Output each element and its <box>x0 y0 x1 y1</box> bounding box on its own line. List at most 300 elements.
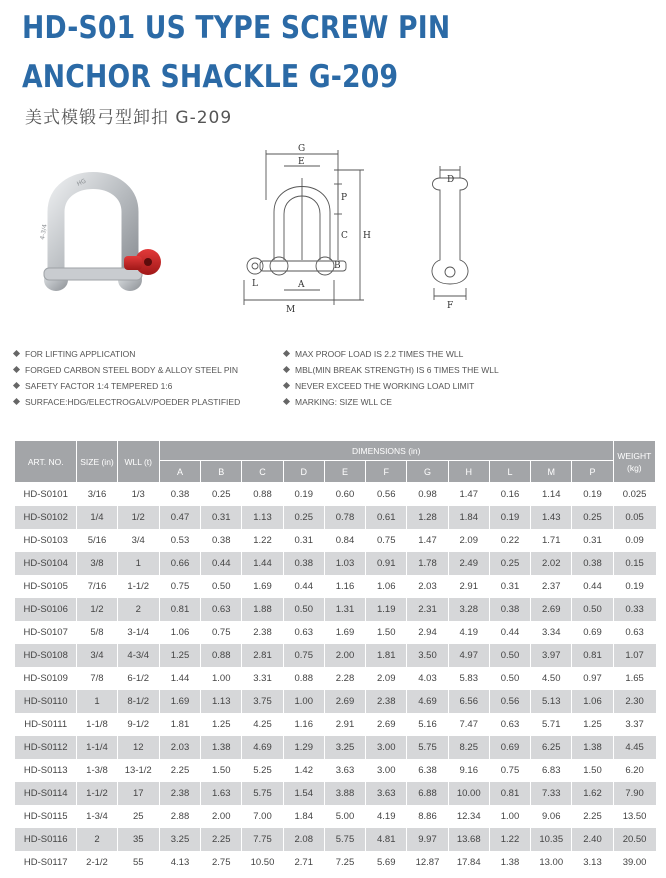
table-cell: HD-S0108 <box>15 644 77 667</box>
table-cell: 1.84 <box>448 506 489 529</box>
col-header-dimensions: DIMENSIONS (in) <box>159 441 613 461</box>
table-cell: 5.75 <box>324 828 365 851</box>
table-cell: 0.50 <box>489 667 530 690</box>
bullet-diamond-icon <box>283 366 290 373</box>
table-cell: 1.03 <box>324 552 365 575</box>
table-cell: 0.98 <box>407 483 448 507</box>
table-cell: 0.63 <box>201 598 242 621</box>
table-cell: HD-S0107 <box>15 621 77 644</box>
table-cell: 7.00 <box>242 805 283 828</box>
table-cell: 0.63 <box>613 621 655 644</box>
table-cell: 0.50 <box>201 575 242 598</box>
table-cell: 5.71 <box>531 713 572 736</box>
table-cell: 2.02 <box>531 552 572 575</box>
table-cell: 2.49 <box>448 552 489 575</box>
col-header-dim: D <box>283 461 324 483</box>
col-header-art: ART. NO. <box>15 441 77 483</box>
table-cell: 1.88 <box>242 598 283 621</box>
table-cell: 4.19 <box>448 621 489 644</box>
table-cell: 5.75 <box>407 736 448 759</box>
table-cell: 1.25 <box>159 644 200 667</box>
table-cell: 3.75 <box>242 690 283 713</box>
table-cell: 0.38 <box>572 552 613 575</box>
table-cell: 12.87 <box>407 851 448 874</box>
table-cell: 0.44 <box>489 621 530 644</box>
table-cell: 4.45 <box>613 736 655 759</box>
table-cell: 2.69 <box>324 690 365 713</box>
table-cell: 0.69 <box>572 621 613 644</box>
table-cell: 0.63 <box>489 713 530 736</box>
table-cell: HD-S0111 <box>15 713 77 736</box>
front-view-drawing <box>230 140 380 320</box>
table-cell: 0.75 <box>201 621 242 644</box>
table-cell: 0.81 <box>159 598 200 621</box>
table-cell: 2.30 <box>613 690 655 713</box>
col-header-dim: C <box>242 461 283 483</box>
table-cell: 7.47 <box>448 713 489 736</box>
bullet-diamond-icon <box>13 350 20 357</box>
table-cell: 13.00 <box>531 851 572 874</box>
page-subtitle: 美式模锻弓型卸扣 G-209 <box>25 108 233 128</box>
col-header-dim: A <box>159 461 200 483</box>
table-cell: 2.25 <box>201 828 242 851</box>
col-header-weight: WEIGHT (kg) <box>613 441 655 483</box>
dim-label-d: D <box>447 175 455 185</box>
table-cell: 5.16 <box>407 713 448 736</box>
feature-item: MARKING: SIZE WLL CE <box>284 394 499 410</box>
table-cell: 1.00 <box>283 690 324 713</box>
table-cell: 9.97 <box>407 828 448 851</box>
table-cell: 9.06 <box>531 805 572 828</box>
table-cell: 0.81 <box>572 644 613 667</box>
table-cell: 0.25 <box>283 506 324 529</box>
table-cell: 2 <box>117 598 159 621</box>
table-cell: 5.25 <box>242 759 283 782</box>
table-cell: HD-S0109 <box>15 667 77 690</box>
table-cell: 0.25 <box>572 506 613 529</box>
dim-label-m: M <box>286 305 296 315</box>
table-cell: 0.05 <box>613 506 655 529</box>
table-row <box>15 575 656 598</box>
table-cell: 0.31 <box>283 529 324 552</box>
table-cell: 3.25 <box>324 736 365 759</box>
table-cell: 3.25 <box>159 828 200 851</box>
table-cell: 1/4 <box>77 506 117 529</box>
table-cell: 25 <box>117 805 159 828</box>
table-cell: 1-1/4 <box>77 736 117 759</box>
table-row <box>15 713 656 736</box>
table-cell: 5/16 <box>77 529 117 552</box>
table-cell: 2.38 <box>159 782 200 805</box>
table-cell: HD-S0103 <box>15 529 77 552</box>
table-cell: 1.47 <box>407 529 448 552</box>
table-cell: 1.81 <box>366 644 407 667</box>
table-cell: 1.50 <box>572 759 613 782</box>
table-cell: 0.38 <box>201 529 242 552</box>
table-cell: 0.19 <box>489 506 530 529</box>
col-header-dim: B <box>201 461 242 483</box>
table-cell: 4-3/4 <box>117 644 159 667</box>
bullet-diamond-icon <box>283 382 290 389</box>
table-cell: 55 <box>117 851 159 874</box>
table-cell: 3/4 <box>77 644 117 667</box>
table-cell: 1-3/4 <box>77 805 117 828</box>
table-cell: 3-1/4 <box>117 621 159 644</box>
table-cell: 1.69 <box>159 690 200 713</box>
table-cell: 1.25 <box>572 713 613 736</box>
table-cell: 1.69 <box>242 575 283 598</box>
table-cell: 2.00 <box>324 644 365 667</box>
table-cell: 1.00 <box>201 667 242 690</box>
dim-label-l: L <box>252 279 258 289</box>
table-cell: 2.71 <box>283 851 324 874</box>
table-cell: 3.31 <box>242 667 283 690</box>
dim-label-f: F <box>447 301 454 310</box>
table-row <box>15 851 656 874</box>
table-cell: 0.60 <box>324 483 365 507</box>
photo-wll-marking: 4-3/4 <box>39 223 49 241</box>
table-cell: 0.31 <box>572 529 613 552</box>
table-cell: 3.88 <box>324 782 365 805</box>
table-cell: 2.81 <box>242 644 283 667</box>
col-header-dim: P <box>572 461 613 483</box>
table-cell: 0.15 <box>613 552 655 575</box>
table-cell: 2.03 <box>159 736 200 759</box>
table-cell: 35 <box>117 828 159 851</box>
table-cell: 12 <box>117 736 159 759</box>
table-cell: 1.29 <box>283 736 324 759</box>
table-cell: 0.16 <box>489 483 530 507</box>
table-cell: 3/4 <box>117 529 159 552</box>
table-cell: 20.50 <box>613 828 655 851</box>
table-cell: 1-1/8 <box>77 713 117 736</box>
table-cell: 1.19 <box>366 598 407 621</box>
table-cell: 7.75 <box>242 828 283 851</box>
table-cell: 0.78 <box>324 506 365 529</box>
table-cell: 5.69 <box>366 851 407 874</box>
table-cell: 2.38 <box>242 621 283 644</box>
table-cell: 2.37 <box>531 575 572 598</box>
table-cell: 5.83 <box>448 667 489 690</box>
table-row <box>15 736 656 759</box>
dim-label-e: E <box>298 157 305 167</box>
table-cell: 4.69 <box>407 690 448 713</box>
feature-item: FORGED CARBON STEEL BODY & ALLOY STEEL PIN <box>14 362 240 378</box>
table-cell: 2.09 <box>366 667 407 690</box>
table-cell: 1-3/8 <box>77 759 117 782</box>
table-cell: 3.37 <box>613 713 655 736</box>
table-cell: 0.50 <box>283 598 324 621</box>
table-cell: 10.35 <box>531 828 572 851</box>
table-cell: 1/3 <box>117 483 159 507</box>
table-cell: 0.33 <box>613 598 655 621</box>
table-cell: 4.19 <box>366 805 407 828</box>
table-cell: 0.88 <box>242 483 283 507</box>
table-cell: 1/2 <box>77 598 117 621</box>
table-cell: 1.16 <box>324 575 365 598</box>
table-cell: HD-S0112 <box>15 736 77 759</box>
table-cell: 1.47 <box>448 483 489 507</box>
table-cell: 0.44 <box>201 552 242 575</box>
table-cell: 2.91 <box>448 575 489 598</box>
feature-item: MBL(MIN BREAK STRENGTH) IS 6 TIMES THE WLL <box>284 362 499 378</box>
table-cell: 9-1/2 <box>117 713 159 736</box>
table-cell: 2.75 <box>201 851 242 874</box>
bullet-diamond-icon <box>283 350 290 357</box>
table-cell: 1.78 <box>407 552 448 575</box>
table-cell: 1 <box>117 552 159 575</box>
bullet-diamond-icon <box>13 398 20 405</box>
table-cell: 4.13 <box>159 851 200 874</box>
table-cell: 5.13 <box>531 690 572 713</box>
table-cell: 1.16 <box>283 713 324 736</box>
table-cell: 2.31 <box>407 598 448 621</box>
table-cell: 1.28 <box>407 506 448 529</box>
table-cell: 1.38 <box>489 851 530 874</box>
table-cell: HD-S0104 <box>15 552 77 575</box>
table-cell: 17.84 <box>448 851 489 874</box>
col-header-size: SIZE (in) <box>77 441 117 483</box>
table-cell: 0.44 <box>283 575 324 598</box>
table-cell: 8.25 <box>448 736 489 759</box>
table-cell: 2.94 <box>407 621 448 644</box>
table-cell: 0.97 <box>572 667 613 690</box>
table-cell: 0.81 <box>489 782 530 805</box>
feature-item: SURFACE:HDG/ELECTROGALV/POEDER PLASTIFIED <box>14 394 240 410</box>
col-header-dim: M <box>531 461 572 483</box>
table-cell: 1.06 <box>572 690 613 713</box>
table-cell: 10.00 <box>448 782 489 805</box>
table-cell: 4.03 <box>407 667 448 690</box>
table-row <box>15 805 656 828</box>
table-cell: 3.00 <box>366 759 407 782</box>
table-cell: 1.25 <box>201 713 242 736</box>
table-cell: 0.38 <box>489 598 530 621</box>
table-cell: 6.20 <box>613 759 655 782</box>
table-cell: 9.16 <box>448 759 489 782</box>
table-cell: 2.69 <box>531 598 572 621</box>
table-cell: 0.56 <box>366 483 407 507</box>
table-cell: 0.75 <box>159 575 200 598</box>
table-cell: 2.09 <box>448 529 489 552</box>
table-cell: 0.09 <box>613 529 655 552</box>
page-title: HD-S01 US TYPE SCREW PIN ANCHOR SHACKLE G-209 <box>22 10 451 95</box>
table-cell: 3.63 <box>324 759 365 782</box>
table-cell: 0.19 <box>572 483 613 507</box>
table-cell: 0.84 <box>324 529 365 552</box>
table-cell: 2-1/2 <box>77 851 117 874</box>
table-cell: 1.63 <box>201 782 242 805</box>
feature-item: NEVER EXCEED THE WORKING LOAD LIMIT <box>284 378 499 394</box>
table-cell: 3.13 <box>572 851 613 874</box>
table-row <box>15 598 656 621</box>
table-cell: 0.75 <box>283 644 324 667</box>
feature-column-right <box>284 346 499 410</box>
table-cell: 0.25 <box>489 552 530 575</box>
bullet-diamond-icon <box>13 382 20 389</box>
table-cell: 1.43 <box>531 506 572 529</box>
table-cell: 4.50 <box>531 667 572 690</box>
table-cell: 0.88 <box>201 644 242 667</box>
table-row <box>15 621 656 644</box>
table-cell: 7.33 <box>531 782 572 805</box>
feature-item: MAX PROOF LOAD IS 2.2 TIMES THE WLL <box>284 346 499 362</box>
table-cell: 5.00 <box>324 805 365 828</box>
table-cell: 0.63 <box>283 621 324 644</box>
table-cell: 1.38 <box>201 736 242 759</box>
table-row <box>15 828 656 851</box>
col-header-wll: WLL (t) <box>117 441 159 483</box>
table-cell: HD-S0102 <box>15 506 77 529</box>
col-header-dim: F <box>366 461 407 483</box>
table-cell: 0.22 <box>489 529 530 552</box>
table-cell: 4.81 <box>366 828 407 851</box>
table-cell: 1.14 <box>531 483 572 507</box>
table-cell: 2.25 <box>159 759 200 782</box>
table-cell: 1.69 <box>324 621 365 644</box>
table-cell: 5.75 <box>242 782 283 805</box>
table-cell: 13.50 <box>613 805 655 828</box>
table-cell: HD-S0114 <box>15 782 77 805</box>
table-row <box>15 782 656 805</box>
table-cell: 2.00 <box>201 805 242 828</box>
table-cell: 3/16 <box>77 483 117 507</box>
side-view-drawing <box>410 160 490 310</box>
table-cell: 6.38 <box>407 759 448 782</box>
table-cell: 12.34 <box>448 805 489 828</box>
dim-label-g: G <box>298 144 306 154</box>
table-cell: 17 <box>117 782 159 805</box>
table-cell: 1.84 <box>283 805 324 828</box>
table-cell: 3.28 <box>448 598 489 621</box>
col-header-dim: H <box>448 461 489 483</box>
table-cell: 0.75 <box>366 529 407 552</box>
table-cell: 6.25 <box>531 736 572 759</box>
table-cell: HD-S0110 <box>15 690 77 713</box>
table-cell: HD-S0106 <box>15 598 77 621</box>
feature-column-left <box>14 346 240 410</box>
shackle-photo <box>38 150 168 300</box>
table-cell: 13-1/2 <box>117 759 159 782</box>
table-cell: 2.69 <box>366 713 407 736</box>
table-cell: 4.97 <box>448 644 489 667</box>
table-cell: 1 <box>77 690 117 713</box>
table-cell: 3.97 <box>531 644 572 667</box>
table-cell: 0.19 <box>613 575 655 598</box>
table-cell: 13.68 <box>448 828 489 851</box>
table-cell: 1.62 <box>572 782 613 805</box>
table-cell: 2.25 <box>572 805 613 828</box>
table-cell: 2.28 <box>324 667 365 690</box>
table-cell: 0.47 <box>159 506 200 529</box>
table-cell: 3.34 <box>531 621 572 644</box>
table-cell: 8.86 <box>407 805 448 828</box>
table-cell: 3/8 <box>77 552 117 575</box>
table-cell: HD-S0115 <box>15 805 77 828</box>
table-cell: 4.25 <box>242 713 283 736</box>
table-cell: 2.40 <box>572 828 613 851</box>
table-row <box>15 644 656 667</box>
table-cell: 0.38 <box>159 483 200 507</box>
table-cell: 1.13 <box>201 690 242 713</box>
table-cell: 1.31 <box>324 598 365 621</box>
table-cell: 1.50 <box>366 621 407 644</box>
table-cell: 1.71 <box>531 529 572 552</box>
table-cell: 1.54 <box>283 782 324 805</box>
table-cell: 0.53 <box>159 529 200 552</box>
table-cell: HD-S0116 <box>15 828 77 851</box>
table-cell: 1.65 <box>613 667 655 690</box>
table-cell: 1.42 <box>283 759 324 782</box>
bullet-diamond-icon <box>283 398 290 405</box>
table-cell: 0.88 <box>283 667 324 690</box>
table-cell: 0.69 <box>489 736 530 759</box>
table-cell: 1/2 <box>117 506 159 529</box>
table-cell: 7/8 <box>77 667 117 690</box>
table-cell: HD-S0105 <box>15 575 77 598</box>
table-row <box>15 506 656 529</box>
table-cell: 0.61 <box>366 506 407 529</box>
table-cell: 7.25 <box>324 851 365 874</box>
bullet-diamond-icon <box>13 366 20 373</box>
table-cell: 2.88 <box>159 805 200 828</box>
table-cell: 10.50 <box>242 851 283 874</box>
table-cell: 4.69 <box>242 736 283 759</box>
dim-label-p: P <box>341 193 348 203</box>
feature-item: SAFETY FACTOR 1:4 TEMPERED 1:6 <box>14 378 240 394</box>
dim-label-b: B <box>334 261 341 271</box>
table-cell: HD-S0117 <box>15 851 77 874</box>
table-cell: 2.91 <box>324 713 365 736</box>
table-cell: 1-1/2 <box>117 575 159 598</box>
table-cell: 0.91 <box>366 552 407 575</box>
table-row <box>15 690 656 713</box>
table-cell: 3.63 <box>366 782 407 805</box>
table-cell: 0.31 <box>201 506 242 529</box>
table-cell: 1.22 <box>242 529 283 552</box>
dim-label-h: H <box>363 231 371 241</box>
table-row <box>15 529 656 552</box>
table-cell: 0.38 <box>283 552 324 575</box>
table-cell: 0.025 <box>613 483 655 507</box>
spec-table <box>14 440 656 874</box>
table-row <box>15 667 656 690</box>
table-cell: 6.56 <box>448 690 489 713</box>
table-cell: 39.00 <box>613 851 655 874</box>
table-cell: 0.19 <box>283 483 324 507</box>
table-cell: 1.81 <box>159 713 200 736</box>
col-header-dim: L <box>489 461 530 483</box>
table-cell: 7.90 <box>613 782 655 805</box>
dim-label-c: C <box>341 231 348 241</box>
table-cell: 1.22 <box>489 828 530 851</box>
col-header-dim: G <box>407 461 448 483</box>
table-cell: 1.50 <box>201 759 242 782</box>
table-cell: 6.88 <box>407 782 448 805</box>
table-cell: 2.38 <box>366 690 407 713</box>
table-row <box>15 552 656 575</box>
table-cell: 1.06 <box>366 575 407 598</box>
table-cell: 0.75 <box>489 759 530 782</box>
table-cell: 1.06 <box>159 621 200 644</box>
table-cell: 6-1/2 <box>117 667 159 690</box>
photo-logo-marking: HG <box>75 177 88 188</box>
table-cell: 6.83 <box>531 759 572 782</box>
feature-item: FOR LIFTING APPLICATION <box>14 346 240 362</box>
table-cell: 2 <box>77 828 117 851</box>
col-header-dim: E <box>324 461 365 483</box>
table-cell: 0.31 <box>489 575 530 598</box>
